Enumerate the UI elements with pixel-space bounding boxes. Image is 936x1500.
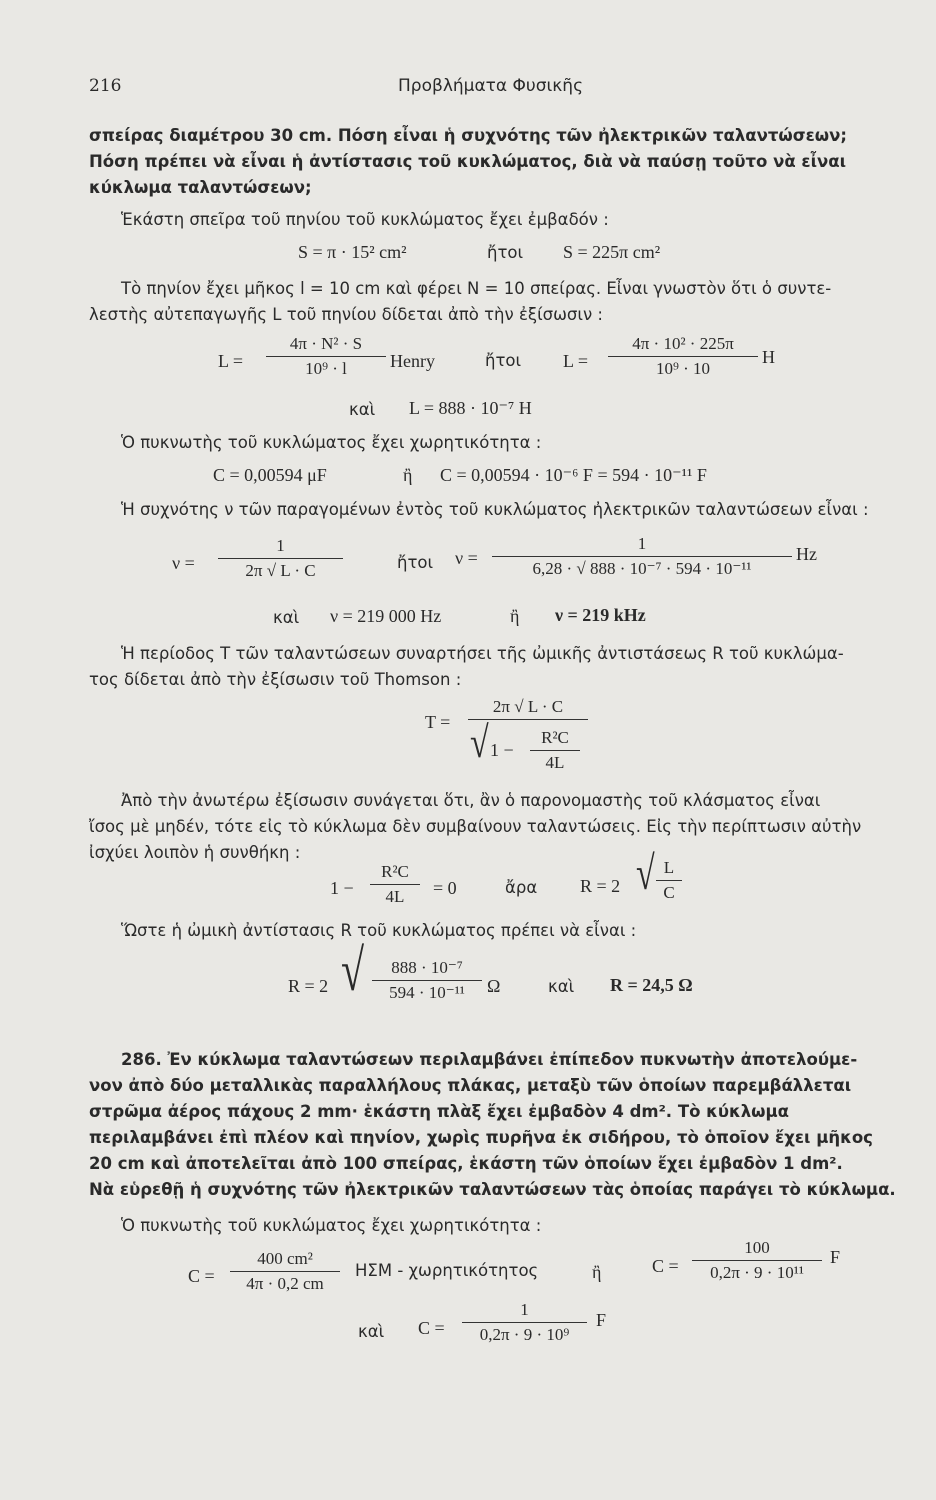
R-eq-a: R = 2 [580, 876, 621, 896]
T-den-numerator: R²C [541, 728, 569, 747]
C-numerator: 400 cm² [257, 1249, 313, 1268]
L2-unit: H [762, 347, 775, 367]
sqrt-symbol: √ [470, 719, 489, 768]
equation-s2: S = 225π cm² [563, 242, 661, 262]
C-text: ΗΣΜ - χωρητικότητος [355, 1261, 539, 1280]
R-eq-denominator: C [663, 883, 675, 902]
nu2-numerator: 1 [637, 534, 647, 553]
L-result: L = 888 · 10⁻⁷ H [409, 398, 532, 418]
C-fraction [230, 1249, 340, 1294]
C3-numerator: 1 [520, 1300, 529, 1319]
solution-text-4: Ἡ συχνότης ν τῶν παραγομένων ἐντὸς τοῦ κυκλώματος ἠλεκτρικῶν ταλαντώσεων εἶναι : [121, 500, 869, 519]
solution-text-5b: τος δίδεται ἀπὸ τὴν ἐξίσωσιν τοῦ Thomson : [89, 670, 462, 689]
R2-a: R = 2 [288, 976, 329, 996]
nu-result-1: ν = 219 000 Hz [330, 606, 442, 626]
L-fraction [266, 334, 386, 379]
problem-286-line-6: Νὰ εὑρεθῇ ἡ συχνότης τῶν ἠλεκτρικῶν ταλαντώσεων τὰς ὁποίας παράγει τὸ κύκλωμα. [89, 1180, 896, 1199]
problem-286-line-1: 286. Ἐν κύκλωμα ταλαντώσεων περιλαμβάνει ἐπίπεδον πυκνωτὴν ἀποτελούμε- [121, 1050, 858, 1069]
intro-line-1: σπείρας διαμέτρου 30 cm. Πόση εἶναι ἡ συχνότης τῶν ἠλεκτρικῶν ταλαντώσεων; [89, 126, 847, 145]
T-den-denominator: 4L [545, 753, 565, 772]
nu2-lhs: ν = [455, 548, 478, 568]
L-denominator: 10⁹ · l [305, 359, 347, 378]
problem-286-line-2: νον ἀπὸ δύο μεταλλικὰς παραλλήλους πλάκας, μεταξὺ τῶν ὁποίων παρεμβάλλεται [89, 1076, 852, 1095]
L-lhs: L = [218, 351, 243, 371]
solution-text-6b: ἴσος μὲ μηδέν, τότε εἰς τὸ κύκλωμα δὲν συμβαίνουν ταλαντώσεις. Εἰς τὴν περίπτωσιν αὐτὴν [89, 817, 862, 836]
C2-fraction [692, 1238, 822, 1283]
cond-numerator: R²C [381, 862, 409, 881]
nu-fraction [218, 536, 343, 581]
word-kai-3: καὶ [548, 977, 575, 996]
word-kai: καὶ [349, 400, 376, 419]
page-number: 216 [89, 76, 122, 96]
C3-denominator: 0,2π · 9 · 10⁹ [479, 1325, 570, 1344]
sqrt-symbol-2: √ [636, 848, 655, 901]
intro-line-2: Πόση πρέπει νὰ εἶναι ἡ ἀντίστασις τοῦ κυκλώματος, διὰ νὰ παύσῃ τοῦτο νὰ εἶναι [89, 152, 847, 171]
word-kai-4: καὶ [358, 1322, 385, 1341]
word-htoi-3: ἤτοι [397, 553, 434, 572]
R2-result: R = 24,5 Ω [610, 975, 693, 995]
T-numerator: 2π √ L · C [492, 697, 564, 716]
R-eq-fraction [656, 858, 682, 903]
C-equation-1: C = 0,00594 μF [213, 465, 327, 485]
cond-b: = 0 [433, 878, 457, 898]
nu-numerator: 1 [276, 536, 285, 555]
C2-denominator: 0,2π · 9 · 10¹¹ [710, 1263, 804, 1282]
solution-text-1: Ἑκάστη σπεῖρα τοῦ πηνίου τοῦ κυκλώματος ἔχει ἐμβαδόν : [121, 210, 609, 229]
word-htoi-2: ἤτοι [485, 351, 522, 370]
C2-numerator: 100 [744, 1238, 770, 1257]
sqrt-symbol-3: √ [341, 939, 365, 1005]
nu2-fraction [492, 534, 792, 579]
problem-286-line-5: 20 cm καὶ ἀποτελεῖται ἀπὸ 100 σπείρας, ἑκάστη τῶν ὁποίων ἔχει ἐμβαδὸν 1 dm². [89, 1154, 843, 1173]
word-h-2: ἢ [510, 606, 520, 626]
problem-286-solution-1: Ὁ πυκνωτὴς τοῦ κυκλώματος ἔχει χωρητικότητα : [121, 1216, 542, 1235]
solution-text-2a: Τὸ πηνίον ἔχει μῆκος l = 10 cm καὶ φέρει N = 10 σπείρας. Εἶναι γνωστὸν ὅτι ὁ συντε- [121, 279, 832, 298]
C2-unit: F [830, 1247, 841, 1267]
T-den-a: 1 − [490, 740, 514, 760]
solution-text-5a: Ἡ περίοδος T τῶν ταλαντώσεων συναρτήσει τῆς ὠμικῆς ἀντιστάσεως R τοῦ κυκλώμα- [121, 644, 844, 663]
solution-text-6c: ἰσχύει λοιπὸν ἡ συνθήκη : [89, 843, 301, 862]
T-lhs: T = [425, 712, 451, 732]
intro-line-3: κύκλωμα ταλαντώσεων; [89, 178, 312, 197]
C-equation-2: C = 0,00594 · 10⁻⁶ F = 594 · 10⁻¹¹ F [440, 465, 707, 485]
word-h-3: ἢ [592, 1262, 602, 1282]
nu-result-2: ν = 219 kHz [555, 605, 646, 625]
L-numerator: 4π · N² · S [289, 334, 363, 353]
C2-lhs: C = [652, 1256, 679, 1276]
C-lhs: C = [188, 1266, 215, 1286]
word-htoi: ἤτοι [487, 243, 524, 262]
T-den-fraction [530, 728, 580, 773]
cond-fraction [370, 862, 420, 907]
word-h: ἢ [403, 465, 413, 485]
R2-denominator: 594 · 10⁻¹¹ [389, 983, 465, 1002]
C3-lhs: C = [418, 1318, 445, 1338]
word-ara: ἄρα [505, 878, 538, 897]
R2-unit: Ω [487, 976, 501, 996]
C3-fraction [462, 1300, 587, 1345]
R2-numerator: 888 · 10⁻⁷ [391, 958, 463, 977]
solution-text-6a: Ἀπὸ τὴν ἀνωτέρω ἐξίσωσιν συνάγεται ὅτι, ἂν ὁ παρονομαστὴς τοῦ κλάσματος εἶναι [121, 791, 821, 810]
L2-denominator: 10⁹ · 10 [655, 359, 711, 378]
L-unit: Henry [390, 351, 435, 371]
equation-s1: S = π · 15² cm² [298, 242, 407, 262]
C3-unit: F [596, 1310, 607, 1330]
C-denominator: 4π · 0,2 cm [246, 1274, 324, 1293]
L2-lhs: L = [563, 351, 588, 371]
solution-text-2b: λεστὴς αὐτεπαγωγῆς L τοῦ πηνίου δίδεται ἀπὸ τὴν ἐξίσωσιν : [89, 305, 603, 324]
cond-a: 1 − [330, 878, 354, 898]
cond-denominator: 4L [385, 887, 405, 906]
word-kai-2: καὶ [273, 608, 300, 627]
L2-numerator: 4π · 10² · 225π [632, 334, 734, 353]
nu-denominator: 2π √ L · C [245, 561, 316, 580]
nu2-unit: Hz [796, 544, 817, 564]
L2-fraction [608, 334, 758, 379]
running-title: Προβλήματα Φυσικῆς [398, 76, 584, 96]
nu2-denominator: 6,28 · √ 888 · 10⁻⁷ · 594 · 10⁻¹¹ [532, 559, 752, 578]
solution-text-3: Ὁ πυκνωτὴς τοῦ κυκλώματος ἔχει χωρητικότητα : [121, 433, 542, 452]
R-eq-numerator: L [663, 858, 675, 877]
nu-lhs: ν = [172, 553, 195, 573]
solution-text-7: Ὥστε ἡ ὠμικὴ ἀντίστασις R τοῦ κυκλώματος πρέπει νὰ εἶναι : [121, 921, 637, 940]
problem-286-line-4: περιλαμβάνει ἐπὶ πλέον καὶ πηνίον, χωρὶς πυρῆνα ἐκ σιδήρου, τὸ ὁποῖον ἔχει μῆκος [89, 1128, 873, 1147]
R2-fraction [372, 958, 482, 1003]
problem-286-line-3: στρῶμα ἀέρος πάχους 2 mm· ἑκάστη πλὰξ ἔχει ἐμβαδὸν 4 dm². Τὸ κύκλωμα [89, 1102, 790, 1121]
